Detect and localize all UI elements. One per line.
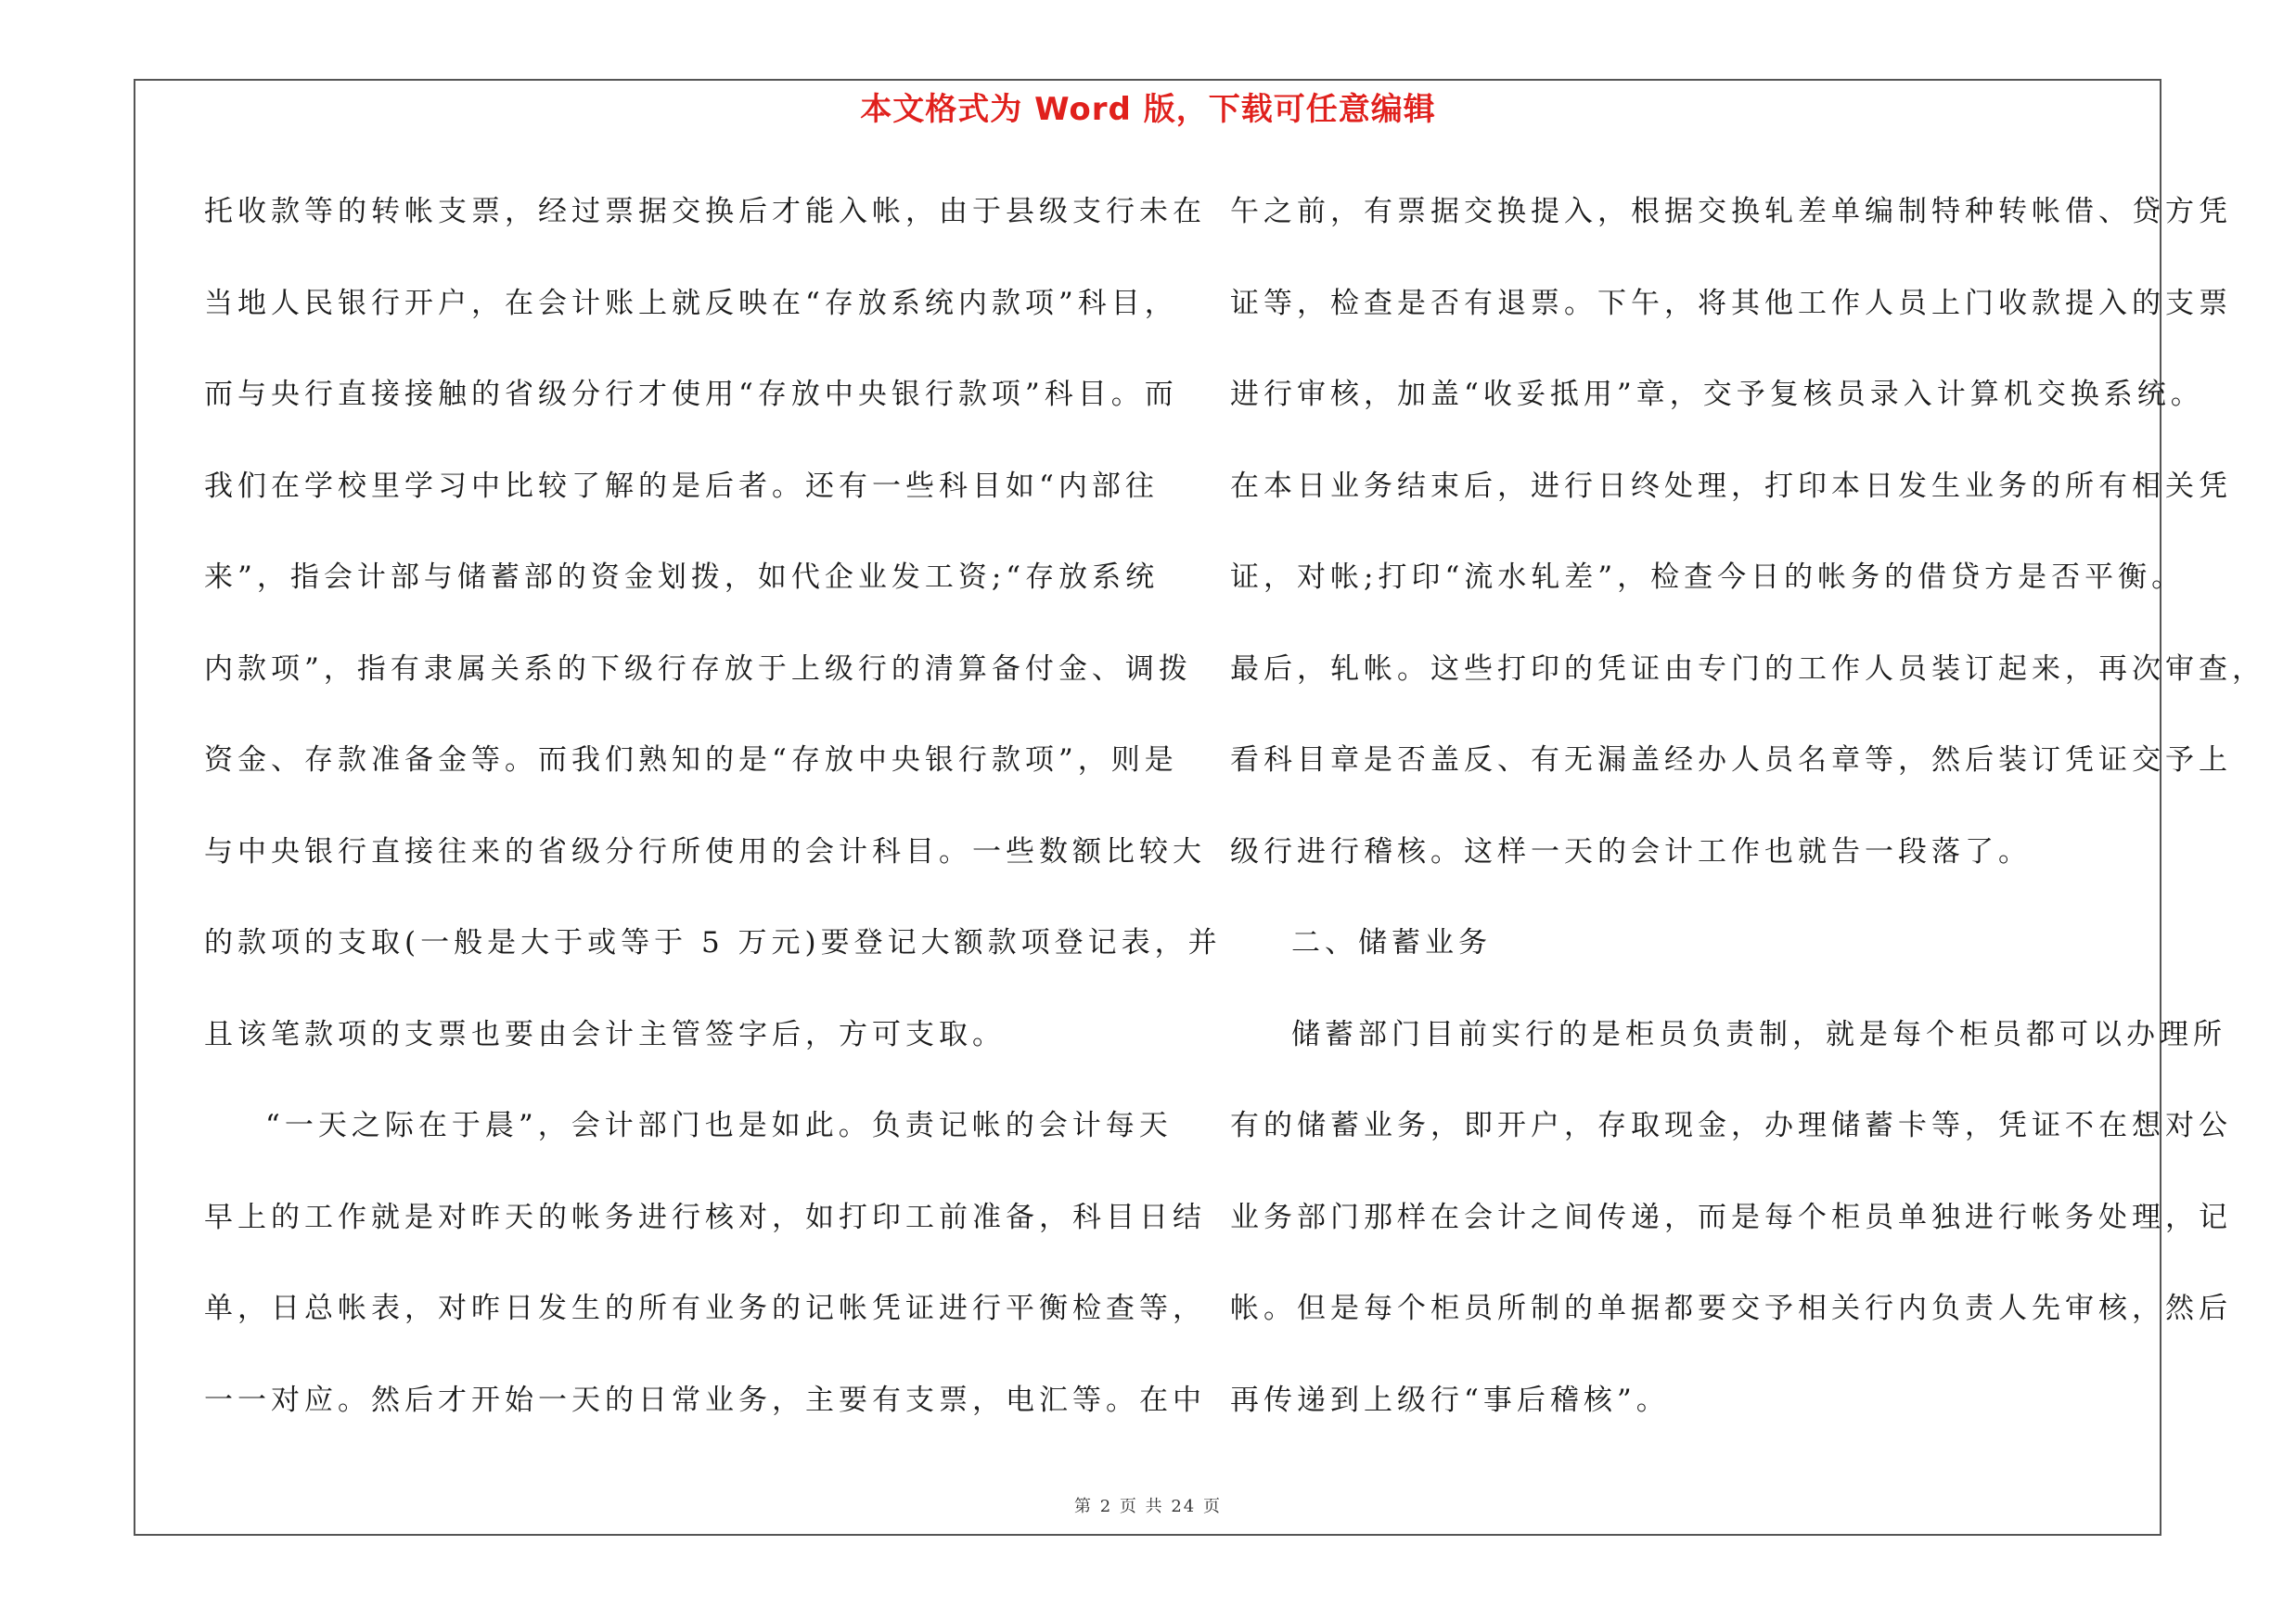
text-line: 午之前，有票据交换提入，根据交换轧差单编制特种转帐借、贷方凭 (1230, 195, 2232, 228)
right-column (1230, 184, 2265, 1463)
text-line: 进行审核，加盖“收妥抵用”章，交予复核员录入计算机交换系统。 (1230, 378, 2204, 411)
text-line: 托收款等的转帐支票，经过票据交换后才能入帐，由于县级支行未在 (204, 195, 1206, 228)
text-line: 有的储蓄业务，即开户，存取现金，办理储蓄卡等，凭证不在想对公 (1230, 1109, 2232, 1142)
header-title: 本文格式为 Word 版，下载可任意编辑 (860, 91, 1436, 128)
text-line: 级行进行稽核。这样一天的会计工作也就告一段落了。 (1230, 834, 2032, 869)
paragraph-start-line: 储蓄部门目前实行的是柜员负责制，就是每个柜员都可以办理所 (1291, 1017, 2226, 1051)
text-line: 资金、存款准备金等。而我们熟知的是“存放中央银行款项”，则是 (204, 743, 1178, 777)
text-line: 在本日业务结束后，进行日终处理，打印本日发生业务的所有相关凭 (1230, 469, 2232, 503)
text-line: 与中央银行直接往来的省级分行所使用的会计科目。一些数额比较大 (204, 834, 1206, 869)
left-column (204, 184, 1222, 1463)
text-line: 内款项”，指有隶属关系的下级行存放于上级行的清算备付金、调拨 (204, 651, 1192, 686)
text-line: 早上的工作就是对昨天的帐务进行核对，如打印工前准备，科目日结 (204, 1200, 1206, 1234)
text-line: 最后，轧帐。这些打印的凭证由专门的工作人员装订起来，再次审查， (1230, 651, 2265, 686)
text-line: 看科目章是否盖反、有无漏盖经办人员名章等，然后装订凭证交予上 (1230, 743, 2232, 777)
text-line: 单，日总帐表，对昨日发生的所有业务的记帐凭证进行平衡检查等， (204, 1292, 1206, 1325)
text-line: 证，对帐;打印“流水轧差”，检查今日的帐务的借贷方是否平衡。 (1230, 560, 2186, 594)
text-line: 证等，检查是否有退票。下午，将其他工作人员上门收款提入的支票 (1230, 286, 2232, 320)
page-number: 第 2 页 共 24 页 (1074, 1497, 1222, 1516)
text-line: 我们在学校里学习中比较了解的是后者。还有一些科目如“内部往 (204, 469, 1159, 503)
section-heading: 二、储蓄业务 (1291, 926, 1492, 960)
paragraph-start-line: “一天之际在于晨”，会计部门也是如此。负责记帐的会计每天 (265, 1109, 1173, 1142)
text-line: 再传递到上级行“事后稽核”。 (1230, 1383, 1670, 1417)
text-line: 一一对应。然后才开始一天的日常业务，主要有支票，电汇等。在中 (204, 1383, 1206, 1417)
text-line: 的款项的支取(一般是大于或等于 5 万元)要登记大额款项登记表，并 (204, 926, 1222, 960)
text-line: 来”，指会计部与储蓄部的资金划拨，如代企业发工资;“存放系统 (204, 560, 1160, 594)
text-line: 帐。但是每个柜员所制的单据都要交予相关行内负责人先审核，然后 (1230, 1292, 2232, 1325)
text-line: 当地人民银行开户，在会计账上就反映在“存放系统内款项”科目， (204, 286, 1178, 320)
text-line: 而与央行直接接触的省级分行才使用“存放中央银行款项”科目。而 (204, 378, 1178, 411)
text-line: 且该笔款项的支票也要由会计主管签字后，方可支取。 (204, 1017, 1006, 1051)
text-line: 业务部门那样在会计之间传递，而是每个柜员单独进行帐务处理，记 (1230, 1200, 2232, 1234)
